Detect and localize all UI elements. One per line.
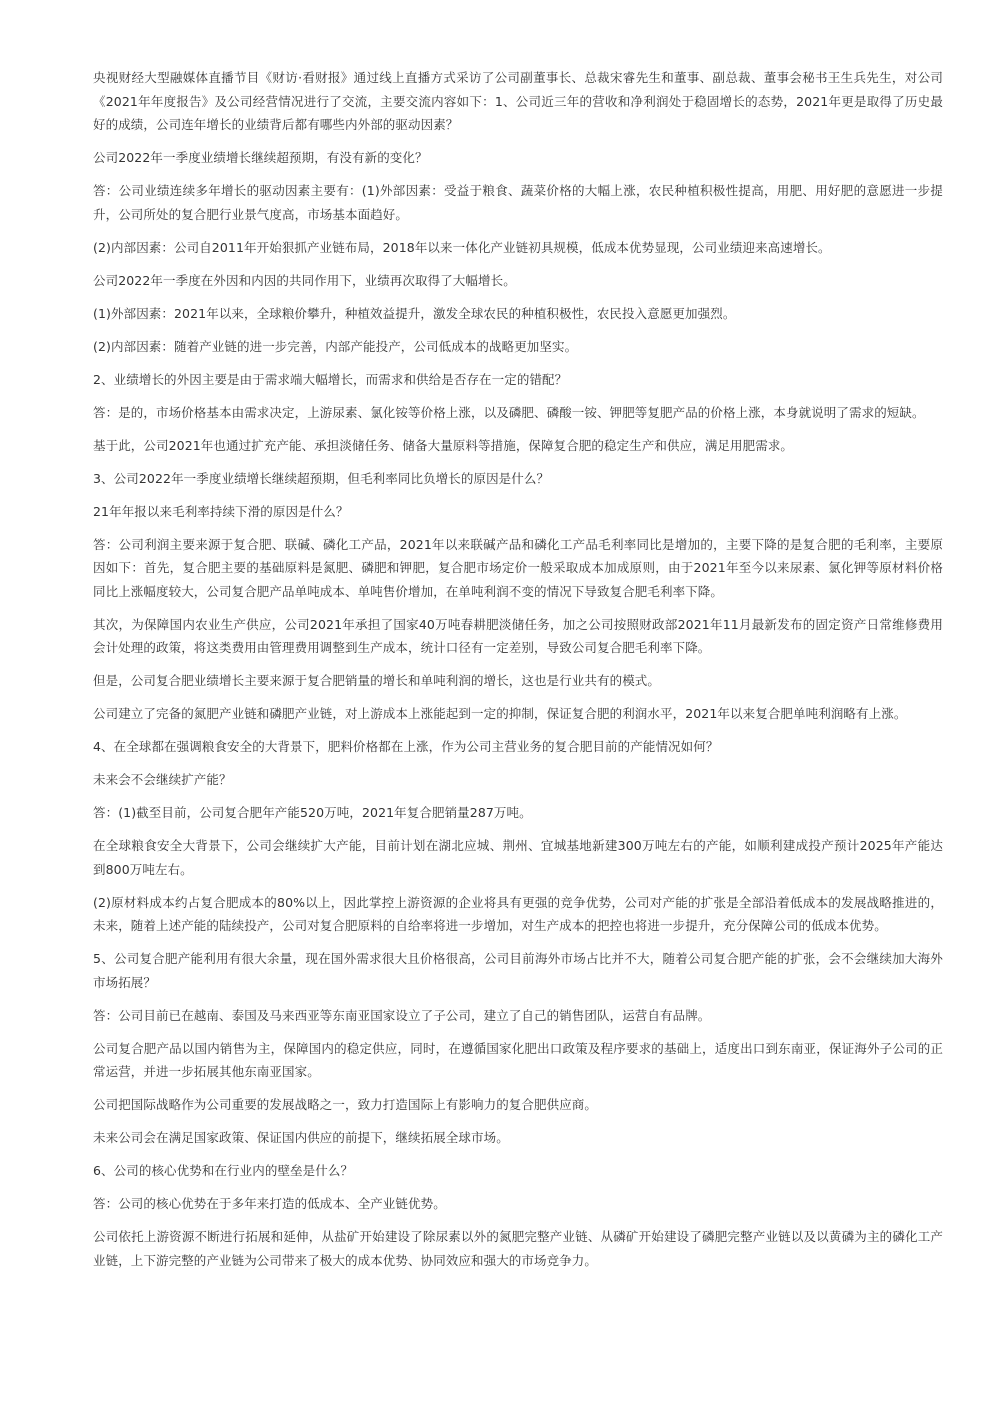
paragraph-question-2: 2、业绩增长的外因主要是由于需求端大幅增长，而需求和供给是否存在一定的错配？ [93, 371, 568, 387]
paragraph-answer-5-subsidiaries: 答：公司目前已在越南、泰国及马来西亚等东南亚国家设立了子公司，建立了自己的销售团队，运营自有品牌。 [93, 1007, 711, 1023]
paragraph-answer-5-strategy: 公司把国际战略作为公司重要的发展战略之一，致力打造国际上有影响力的复合肥供应商。 [93, 1097, 598, 1112]
paragraph-answer-2: 答：是的，市场价格基本由需求决定，上游尿素、氯化铵等价格上涨，以及磷肥、磷酸一铵、钾肥等复肥产品的价格上涨，本身就说明了需求的短缺。 [93, 404, 925, 420]
paragraph-answer-6: 答：公司的核心优势在于多年来打造的低成本、全产业链优势。 [93, 1196, 446, 1211]
paragraph-question-5: 5、公司复合肥产能利用有很大余量，现在国外需求很大且价格很高，公司目前海外市场占比并不大，随着公司复合肥产能的扩张，会不会继续加大海外市场拓展？ [93, 951, 943, 990]
paragraph-question-4-followup: 未来会不会继续扩产能？ [93, 772, 232, 787]
paragraph-answer-1-external-2022: (1)外部因素：2021年以来，全球粮价攀升，种植效益提升，激发全球农民的种植积极性，农民投入意愿更加强烈。 [93, 305, 736, 321]
paragraph-answer-4-raw-materials: (2)原材料成本约占复合肥成本的80%以上，因此掌控上游资源的企业将具有更强的竞争优势，公司对产能的扩张是全部沿着低成本的发展战略推进的，未来，随着上述产能的陆续投产，公司对复合肥原料的自给率将进一步增加，对生产成本的把控也将进一步提升，充分保障公司的低成本优势。 [93, 894, 943, 933]
document-body [93, 66, 943, 1282]
paragraph-answer-1-external: 答：公司业绩连续多年增长的驱动因素主要有：(1)外部因素：受益于粮食、蔬菜价格的大幅上涨，农民种植积极性提高，用肥、用好肥的意愿进一步提升，公司所处的复合肥行业景气度高，市场基本面趋好。 [93, 183, 943, 222]
paragraph-question-1-followup: 公司2022年一季度业绩增长继续超预期，有没有新的变化？ [93, 150, 428, 165]
paragraph-answer-1-q1-2022: 公司2022年一季度在外因和内因的共同作用下，业绩再次取得了大幅增长。 [93, 272, 516, 288]
paragraph-question-6: 6、公司的核心优势和在行业内的壁垒是什么？ [93, 1163, 354, 1178]
paragraph-answer-5-domestic: 公司复合肥产品以国内销售为主，保障国内的稳定供应，同时，在遵循国家化肥出口政策及程序要求的基础上，适度出口到东南亚，保证海外子公司的正常运营，并进一步拓展其他东南亚国家。 [93, 1040, 943, 1079]
paragraph-answer-3-first: 答：公司利润主要来源于复合肥、联碱、磷化工产品，2021年以来联碱产品和磷化工产品毛利率同比是增加的，主要下降的是复合肥的毛利率，主要原因如下：首先，复合肥主要的基础原料是氮肥、磷肥和钾肥，复合肥市场定价一般采取成本加成原则，由于2021年至今以来尿素、氯化钾等原材料价格同比上涨幅度较大，公司复合肥产品单吨成本、单吨售价增加，在单吨利润不变的情况下导致复合肥毛利率下降。 [93, 536, 943, 599]
paragraph-answer-3-however: 但是，公司复合肥业绩增长主要来源于复合肥销量的增长和单吨利润的增长，这也是行业共有的模式。 [93, 673, 661, 688]
paragraph-question-4: 4、在全球都在强调粮食安全的大背景下，肥料价格都在上涨，作为公司主营业务的复合肥目前的产能情况如何？ [93, 739, 719, 754]
paragraph-answer-3-second: 其次，为保障国内农业生产供应，公司2021年承担了国家40万吨春耕肥淡储任务，加之公司按照财政部2021年11月最新发布的固定资产日常维修费用会计处理的政策，将这类费用由管理费用调整到生产成本，统计口径有一定差别，导致公司复合肥毛利率下降。 [93, 616, 943, 655]
paragraph-answer-4-capacity: 答：(1)截至目前，公司复合肥年产能520万吨，2021年复合肥销量287万吨。 [93, 805, 532, 820]
paragraph-question-3: 3、公司2022年一季度业绩增长继续超预期，但毛利率同比负增长的原因是什么？ [93, 470, 550, 486]
paragraph-answer-1-internal-2022: (2)内部因素：随着产业链的进一步完善，内部产能投产，公司低成本的战略更加坚实。 [93, 338, 578, 354]
paragraph-question-3-followup: 21年年报以来毛利率持续下滑的原因是什么？ [93, 503, 349, 519]
paragraph-answer-6-chain: 公司依托上游资源不断进行拓展和延伸，从盐矿开始建设了除尿素以外的氮肥完整产业链、从磷矿开始建设了磷肥完整产业链以及以黄磷为主的磷化工产业链，上下游完整的产业链为公司带来了极大的成本优势、协同效应和强大的市场竞争力。 [93, 1229, 943, 1268]
paragraph-answer-5-future: 未来公司会在满足国家政策、保证国内供应的前提下，继续拓展全球市场。 [93, 1130, 509, 1145]
paragraph-answer-3-chain: 公司建立了完备的氮肥产业链和磷肥产业链，对上游成本上涨能起到一定的抑制，保证复合肥的利润水平，2021年以来复合肥单吨利润略有上涨。 [93, 706, 907, 721]
paragraph-answer-1-internal: (2)内部因素：公司自2011年开始狠抓产业链布局，2018年以来一体化产业链初具规模，低成本优势显现，公司业绩迎来高速增长。 [93, 239, 831, 255]
paragraph-answer-2-measures: 基于此，公司2021年也通过扩充产能、承担淡储任务、储备大量原料等措施，保障复合肥的稳定生产和供应，满足用肥需求。 [93, 437, 794, 453]
paragraph-intro-question-1: 央视财经大型融媒体直播节目《财访·看财报》通过线上直播方式采访了公司副董事长、总裁宋睿先生和董事、副总裁、董事会秘书王生兵先生，对公司《2021年年度报告》及公司经营情况进行了交流，主要交流内容如下：1、公司近三年的营收和净利润处于稳固增长的态势，2021年更是取得了历史最好的成绩，公司连年增长的业绩背后都有哪些内外部的驱动因素？ [93, 70, 943, 132]
paragraph-answer-4-expansion: 在全球粮食安全大背景下，公司会继续扩大产能，目前计划在湖北应城、荆州、宜城基地新建300万吨左右的产能，如顺利建成投产预计2025年产能达到800万吨左右。 [93, 838, 943, 877]
